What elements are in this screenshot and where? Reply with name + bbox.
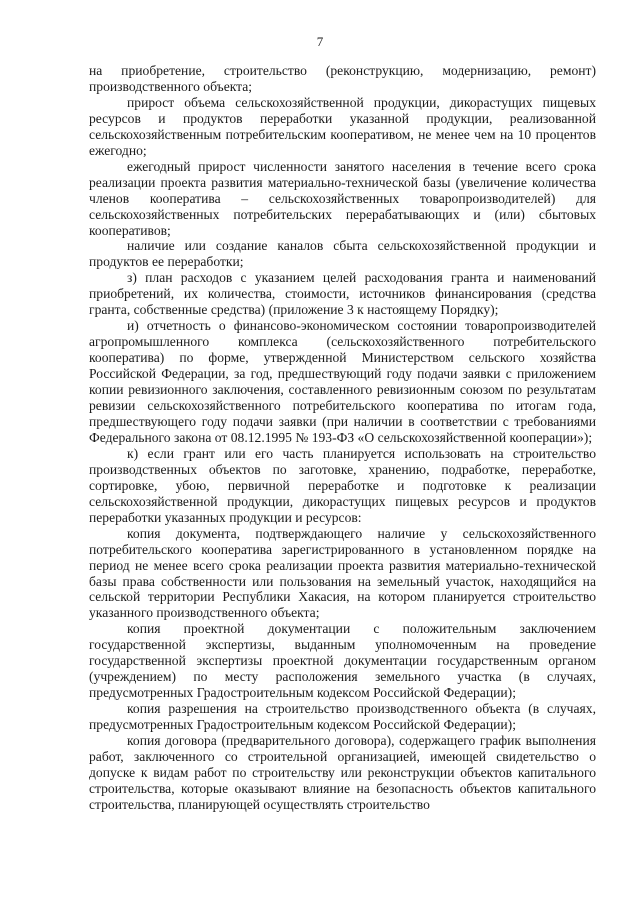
- document-body: [89, 63, 596, 813]
- page-number: 7: [316, 34, 324, 49]
- paragraph-5: з) план расходов с указанием целей расходования гранта и наименований приобретений, их количества, стоимости, источников финансирования (средства гранта, собственные средства) (приложение 3 к настоящему Порядку);: [89, 270, 596, 318]
- paragraph-9: копия проектной документации с положительным заключением государственной экспертизы, выданным уполномоченным на проведение государственной экспертизы проектной документации государственным органом (учреждением) по месту расположения земельного участка (в случаях, предусмотренных Градостроительным кодексом Российской Федерации);: [89, 621, 596, 701]
- paragraph-2: прирост объема сельскохозяйственной продукции, дикорастущих пищевых ресурсов и продуктов переработки указанной продукции, реализованной сельскохозяйственным потребительским кооперативом, не менее чем на 10 процентов ежегодно;: [89, 94, 596, 158]
- paragraph-11: копия договора (предварительного договора), содержащего график выполнения работ, заключенного со строительной организацией, имеющей свидетельство о допуске к видам работ по строительству или реконструкции объектов капитального строительства, которые оказывают влияние на безопасность объектов капитального строительства, планирующей осуществлять строительство: [89, 733, 596, 812]
- paragraph-6: и) отчетность о финансово-экономическом состоянии товаропроизводителей агропромышленного комплекса (сельскохозяйственного потребительского кооператива) по форме, утвержденной Министерством сельского хозяйства Российской Федерации, за год, предшествующий году подачи заявки с приложением копии ревизионного заключения, составленного ревизионным союзом по результатам ревизии сельскохозяйственного потребительского кооператива по итогам года, предшествующего году подачи заявки (при наличии в соответствии с требованиями Федерального закона от 08.12.1995 № 193-ФЗ «О сельскохозяйственной кооперации»);: [89, 318, 596, 445]
- paragraph-10: копия разрешения на строительство производственного объекта (в случаях, предусмотренных Градостроительным кодексом Российской Федерации);: [89, 701, 596, 733]
- paragraph-3: ежегодный прирост численности занятого населения в течение всего срока реализации проекта развития материально-технической базы (увеличение количества членов кооператива – сельскохозяйственных товаропроизводителей) для сельскохозяйственных потребительских перерабатывающих и (или) сбытовых кооперативов;: [89, 158, 596, 238]
- paragraph-4: наличие или создание каналов сбыта сельскохозяйственной продукции и продуктов ее переработки;: [89, 238, 596, 270]
- paragraph-1: на приобретение, строительство (реконструкцию, модернизацию, ремонт) производственного объекта;: [89, 63, 596, 94]
- paragraph-7: к) если грант или его часть планируется использовать на строительство производственных объектов по заготовке, хранению, подработке, переработке, сортировке, убою, первичной переработке и подготовке к реализации сельскохозяйственной продукции, дикорастущих пищевых ресурсов и продуктов переработки указанных продукции и ресурсов:: [89, 445, 596, 525]
- paragraph-8: копия документа, подтверждающего наличие у сельскохозяйственного потребительского кооператива зарегистрированного в установленном порядке на период не менее всего срока реализации проекта развития материально-технической базы права собственности или пользования на земельный участок, находящийся на сельской территории Республики Хакасия, на котором планируется строительство указанного производственного объекта;: [89, 525, 596, 621]
